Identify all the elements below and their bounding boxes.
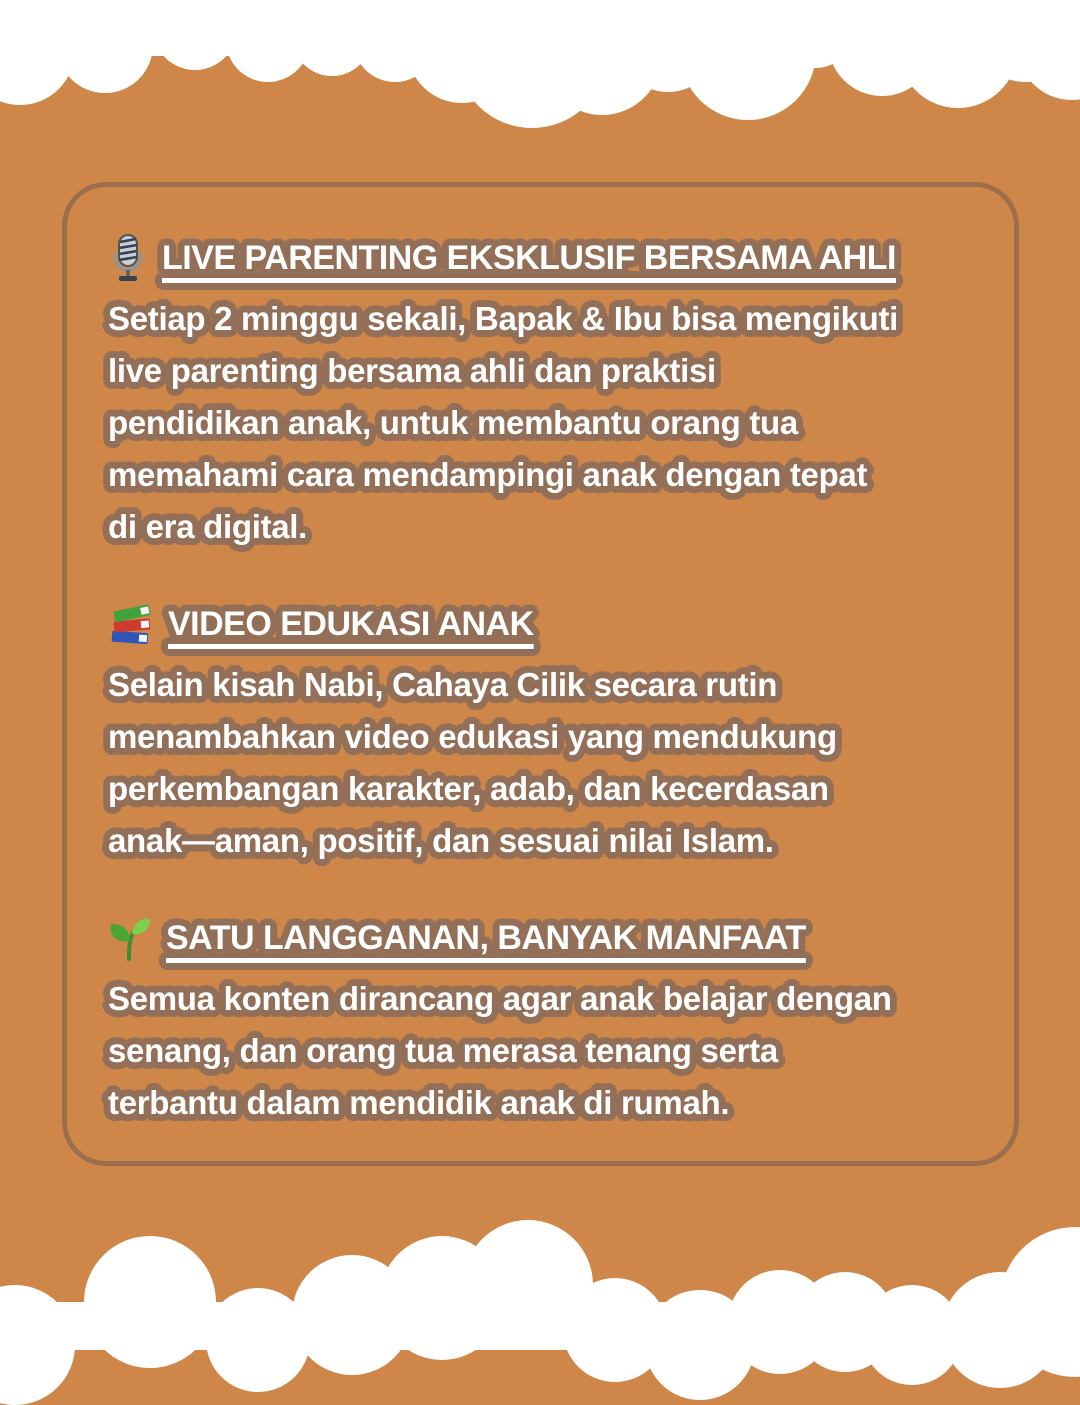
cloud-lobe	[84, 1236, 216, 1368]
body-line: senang, dan orang tua merasa tenang serta	[108, 1032, 778, 1069]
section-heading	[108, 231, 1004, 285]
section-live-parenting	[108, 231, 1004, 553]
body-line: Setiap 2 minggu sekali, Bapak & Ibu bisa mengikuti	[108, 300, 899, 337]
books-icon	[108, 601, 154, 647]
section-video-edukasi	[108, 597, 1004, 867]
body-line: di era digital.	[108, 508, 308, 545]
body-line: terbantu dalam mendidik anak di rumah.	[108, 1084, 730, 1121]
cloud-lobe	[1017, 0, 1080, 100]
body-line: Selain kisah Nabi, Cahaya Cilik secara rutin	[108, 666, 778, 703]
body-line: menambahkan video edukasi yang mendukung	[108, 718, 837, 755]
body-line: Semua konten dirancang agar anak belajar dengan	[108, 980, 892, 1017]
body-line: perkembangan karakter, adab, dan kecerdasan	[108, 770, 829, 807]
studio-microphone-icon	[108, 234, 148, 282]
seedling-icon	[108, 915, 152, 961]
body-line: anak—aman, positif, dan sesuai nilai Islam.	[108, 822, 774, 859]
section-title: SATU LANGGANAN, BANYAK MANFAAT	[166, 918, 806, 957]
body-line: live parenting bersama ahli dan praktisi	[108, 352, 716, 389]
section-satu-langganan	[108, 911, 1004, 1129]
section-title: LIVE PARENTING EKSKLUSIF BERSAMA AHLI	[162, 238, 896, 277]
section-title: VIDEO EDUKASI ANAK	[168, 604, 534, 643]
body-line: pendidikan anak, untuk membantu orang tua	[108, 404, 798, 441]
section-body	[108, 973, 1004, 1129]
content-frame	[62, 182, 1019, 1166]
cloud-lobe	[153, 0, 237, 70]
section-body	[108, 293, 1004, 553]
section-heading	[108, 597, 1004, 651]
section-heading	[108, 911, 1004, 965]
body-line: memahami cara mendampingi anak dengan tepat	[108, 456, 868, 493]
section-body	[108, 659, 1004, 867]
card-content	[108, 231, 1004, 1173]
cloud-lobe	[57, 0, 153, 93]
